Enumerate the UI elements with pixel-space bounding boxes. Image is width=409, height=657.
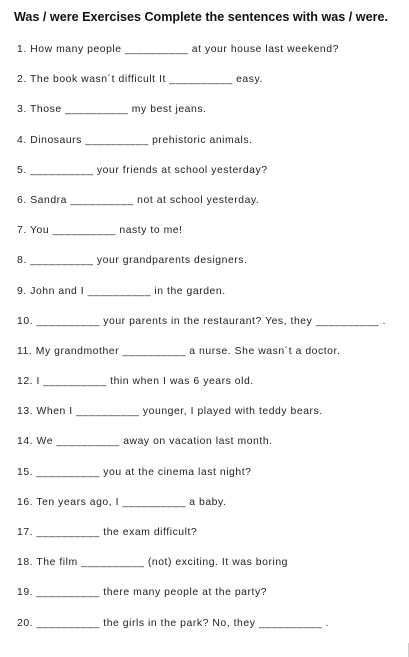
worksheet-title: Was / were Exercises Complete the sentences with was / were. [14,10,389,24]
exercise-item-12: 12. I __________ thin when I was 6 years old. [17,376,254,388]
exercise-item-6: 6. Sandra __________ not at school yesterday. [17,194,260,206]
exercise-item-2: 2. The book wasn´t difficult It __________ easy. [17,74,263,86]
exercise-item-16: 16. Ten years ago, I __________ a baby. [17,496,227,508]
exercise-item-4: 4. Dinosaurs __________ prehistoric animals. [17,134,253,146]
exercise-item-10: 10. __________ your parents in the restaurant? Yes, they __________ . [17,315,386,327]
exercise-item-7: 7. You __________ nasty to me! [17,225,183,237]
exercise-item-19: 19. __________ there many people at the party? [17,587,268,599]
exercise-item-5: 5. __________ your friends at school yesterday? [17,164,268,176]
exercise-item-18: 18. The film __________ (not) exciting. It was boring [17,557,288,569]
exercise-list [17,43,407,647]
exercise-item-20: 20. __________ the girls in the park? No, they __________ . [17,617,330,629]
exercise-item-1: 1. How many people __________ at your house last weekend? [17,44,339,55]
exercise-item-11: 11. My grandmother __________ a nurse. She wasn´t a doctor. [17,345,341,357]
exercise-item-14: 14. We __________ away on vacation last month. [17,436,273,448]
exercise-item-9: 9. John and I __________ in the garden. [17,285,226,297]
exercise-item-13: 13. When I __________ younger, I played with teddy bears. [17,406,323,418]
exercise-item-3: 3. Those __________ my best jeans. [17,104,207,116]
exercise-item-17: 17. __________ the exam difficult? [17,527,198,538]
exercise-item-15: 15. __________ you at the cinema last night? [17,466,252,478]
exercise-item-8: 8. __________ your grandparents designers. [17,255,248,267]
